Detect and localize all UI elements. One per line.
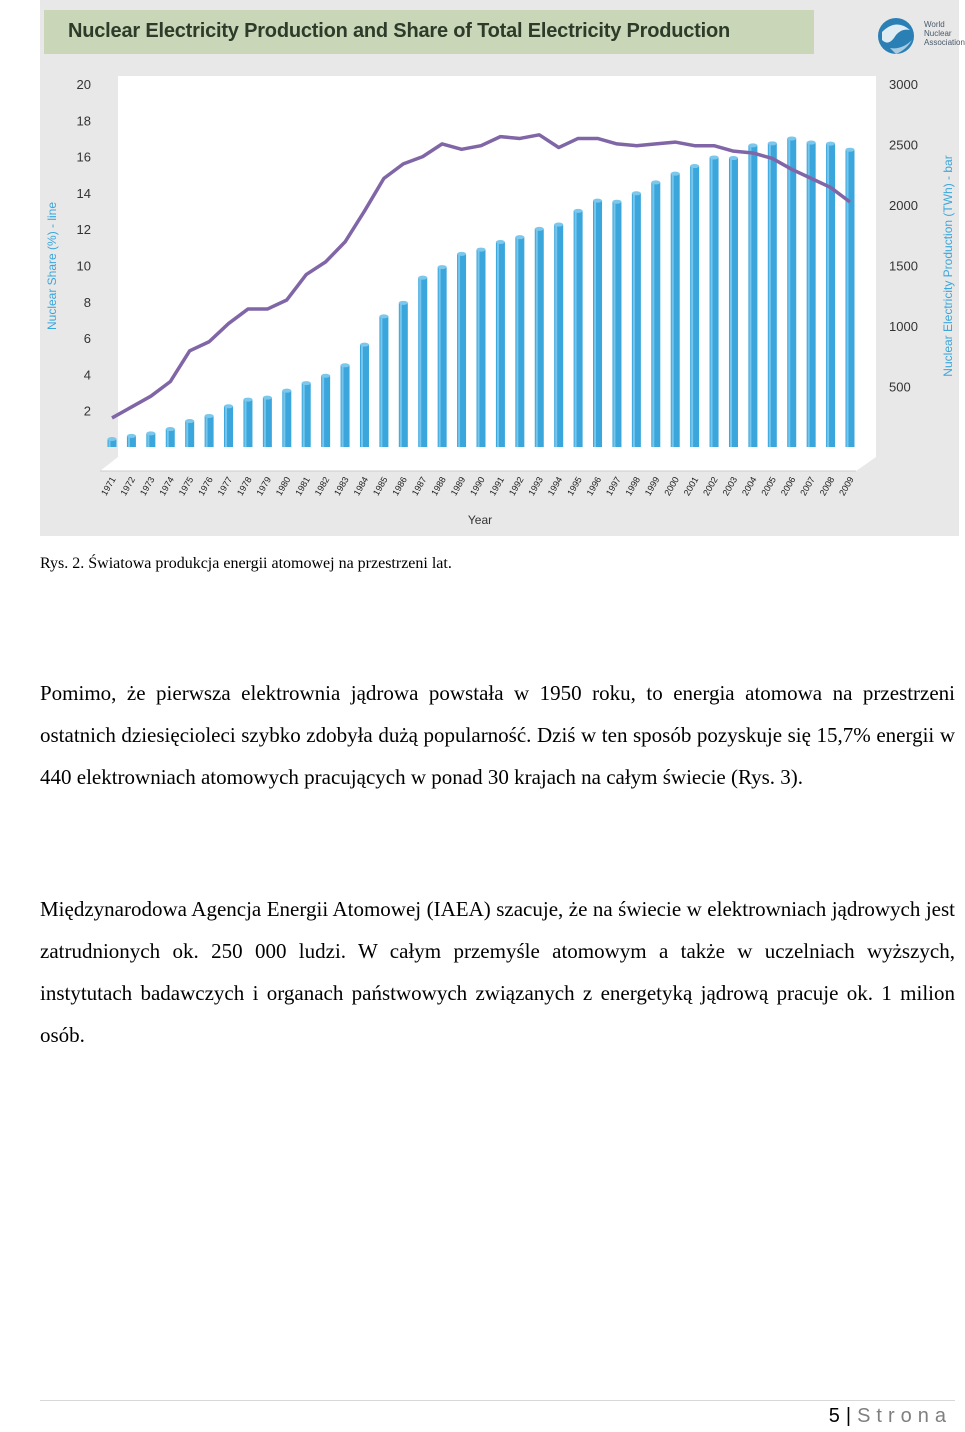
bar-highlight (827, 144, 829, 447)
bar-cap (496, 240, 505, 244)
logo-line: Nuclear (924, 29, 952, 38)
y-right-tick-label: 3000 (889, 77, 918, 92)
bar-cap (710, 155, 719, 159)
bar-cap (302, 381, 311, 385)
bar-highlight (730, 158, 732, 447)
x-tick-label: 2007 (798, 475, 817, 498)
x-tick-label: 1977 (215, 475, 235, 498)
bar-cap (787, 136, 796, 140)
bar-highlight (633, 193, 635, 447)
bar-cap (379, 314, 388, 318)
x-tick-label: 1975 (176, 475, 196, 498)
x-tick-label: 1988 (429, 475, 448, 498)
x-tick-label: 1992 (506, 475, 526, 498)
y-left-tick-label: 12 (76, 222, 91, 238)
bar-highlight (497, 242, 499, 447)
bar-cap (807, 141, 816, 145)
bar-highlight (342, 365, 344, 447)
x-tick-label: 2009 (837, 475, 856, 498)
bar-cap (205, 414, 214, 418)
bar-cap (554, 223, 563, 227)
chart-title: Nuclear Electricity Production and Share of Total Electricity Production (68, 20, 731, 42)
bar-cap (535, 227, 544, 231)
bar-cap (341, 363, 350, 367)
x-tick-label: 1979 (254, 475, 274, 498)
bar-highlight (458, 254, 460, 447)
x-tick-label: 1990 (468, 475, 487, 498)
bar-cap (651, 180, 660, 184)
page-label: Strona (857, 1405, 952, 1427)
bar-highlight (419, 278, 421, 447)
bar-highlight (186, 421, 188, 447)
bar-highlight (536, 229, 538, 447)
footer-divider (40, 1400, 955, 1401)
x-tick-label: 1989 (448, 475, 468, 498)
x-tick-label: 1998 (623, 475, 643, 498)
bar-cap (574, 209, 583, 213)
bar-cap (243, 398, 252, 402)
x-tick-label: 1997 (604, 475, 623, 498)
bar-cap (108, 437, 117, 441)
bar-cap (418, 276, 427, 280)
x-tick-label: 2005 (759, 475, 779, 498)
x-tick-label: 2001 (681, 475, 701, 498)
bar-cap (166, 427, 175, 431)
x-tick-label: 1974 (157, 475, 176, 498)
x-tick-label: 1994 (545, 475, 565, 498)
y-right-tick-label: 2000 (889, 198, 918, 213)
x-tick-label: 1971 (99, 475, 118, 498)
y-left-tick-label: 10 (76, 258, 91, 274)
bar-highlight (575, 211, 577, 447)
x-tick-label: 2000 (662, 475, 681, 498)
bar-cap (224, 404, 233, 408)
x-tick-label: 2008 (817, 475, 837, 498)
page-number: 5 (828, 1405, 840, 1427)
x-tick-label: 1995 (565, 475, 584, 498)
bar-highlight (711, 157, 713, 447)
x-tick-label: 1999 (642, 475, 662, 498)
y-left-tick-label: 16 (76, 149, 91, 165)
x-tick-label: 1981 (293, 475, 312, 498)
x-tick-label: 1991 (487, 475, 507, 498)
y-left-tick-label: 8 (83, 294, 91, 310)
figure-caption: Rys. 2. Światowa produkcja energii atomowej na przestrzeni lat. (40, 555, 452, 572)
bar-highlight (594, 201, 596, 447)
bar-cap (593, 199, 602, 203)
y-left-tick-label: 18 (76, 113, 91, 129)
bar-highlight (749, 145, 751, 447)
bar-highlight (555, 225, 557, 447)
x-tick-label: 1987 (409, 475, 429, 498)
body-paragraph: Pomimo, że pierwsza elektrownia jądrowa powstała w 1950 roku, to energia atomowa na przestrzeni ostatnich dziesięcioleci szybko zdobyła dużą popularność. Dziś w ten sposób pozyskuje się 15,7% energii w 440 elektrowniach atomowych pracujących w ponad 30 krajach na całym świecie (Rys. 3). (40, 681, 955, 789)
x-tick-label: 1993 (526, 475, 545, 498)
bar-cap (748, 143, 757, 147)
bar-cap (671, 172, 680, 176)
bar-highlight (303, 383, 305, 447)
bar-cap (263, 396, 272, 400)
bar-highlight (400, 303, 402, 447)
bar-cap (846, 148, 855, 152)
x-tick-label: 2002 (701, 475, 720, 498)
x-tick-label: 1976 (196, 475, 215, 498)
y-left-tick-label: 2 (83, 403, 91, 419)
logo-line: Association (924, 38, 965, 47)
bar-highlight (808, 143, 810, 447)
x-tick-label: 1982 (312, 475, 332, 498)
bar-highlight (167, 429, 169, 447)
bar-highlight (769, 143, 771, 447)
plot-floor (100, 457, 876, 471)
bar-cap (612, 200, 621, 204)
y-right-tick-label: 500 (889, 379, 911, 395)
bar-highlight (672, 174, 674, 447)
footer-separator: | (845, 1405, 852, 1427)
bar-cap (768, 141, 777, 145)
bar-highlight (322, 376, 324, 447)
y-left-tick-label: 6 (83, 331, 91, 347)
bar-highlight (613, 202, 615, 447)
x-tick-label: 2004 (739, 475, 759, 498)
chart-canvas (40, 0, 959, 536)
x-tick-label: 1986 (390, 475, 410, 498)
bar-cap (360, 343, 369, 347)
bar-highlight (691, 166, 693, 447)
bar-cap (457, 252, 466, 256)
y-left-tick-label: 20 (76, 77, 91, 92)
bar-cap (282, 389, 291, 393)
bar-cap (321, 374, 330, 378)
chart-figure (40, 0, 965, 536)
bar-highlight (847, 150, 849, 447)
bar-cap (438, 265, 447, 269)
x-tick-label: 1983 (332, 475, 351, 498)
bar-highlight (380, 316, 382, 447)
bar-highlight (283, 391, 285, 447)
bar-cap (826, 142, 835, 146)
bar-cap (146, 431, 155, 435)
x-tick-label: 1996 (584, 475, 604, 498)
x-tick-label: 1984 (351, 475, 371, 498)
bar-highlight (264, 398, 266, 447)
y-left-axis-label: Nuclear Share (%) - line (45, 201, 59, 331)
bar-highlight (147, 433, 149, 447)
bar-highlight (788, 138, 790, 447)
x-tick-label: 1972 (118, 475, 138, 498)
bar-cap (477, 248, 486, 252)
bar-highlight (244, 400, 246, 447)
bar-highlight (361, 345, 363, 447)
y-right-axis-label: Nuclear Electricity Production (TWh) - bar (941, 155, 955, 377)
bar-cap (399, 301, 408, 305)
bar-cap (515, 235, 524, 239)
y-left-tick-label: 14 (76, 185, 91, 201)
bar-highlight (439, 267, 441, 447)
bar-cap (127, 434, 136, 438)
bar-cap (185, 419, 194, 423)
bar-highlight (225, 406, 227, 447)
bar-cap (729, 156, 738, 160)
y-right-tick-label: 1000 (889, 319, 918, 334)
y-left-tick-label: 4 (83, 367, 91, 383)
bar-highlight (206, 416, 208, 447)
bar-highlight (652, 182, 654, 447)
bar-cap (632, 191, 641, 195)
x-tick-label: 2006 (778, 475, 798, 498)
bar-highlight (478, 250, 480, 447)
x-tick-label: 1978 (235, 475, 254, 498)
y-right-tick-label: 1500 (889, 258, 918, 274)
x-tick-label: 1973 (137, 475, 157, 498)
bar-cap (690, 164, 699, 168)
body-paragraph: Międzynarodowa Agencja Energii Atomowej (IAEA) szacuje, że na świecie w elektrowniach jądrowych jest zatrudnionych ok. 250 000 ludzi. W całym przemyśle atomowym a także w uczelniach wyższych, instytutach badawczych i organach państwowych związanych z energetyką jądrową pracuje ok. 1 milion osób. (40, 897, 955, 1047)
y-right-tick-label: 2500 (889, 137, 918, 153)
x-axis-label: Year (467, 513, 493, 527)
x-tick-label: 1980 (273, 475, 293, 498)
page-footer (829, 1405, 952, 1428)
x-tick-label: 2003 (720, 475, 740, 498)
x-tick-label: 1985 (370, 475, 390, 498)
bar-highlight (516, 237, 518, 447)
logo-line: World (924, 20, 945, 29)
